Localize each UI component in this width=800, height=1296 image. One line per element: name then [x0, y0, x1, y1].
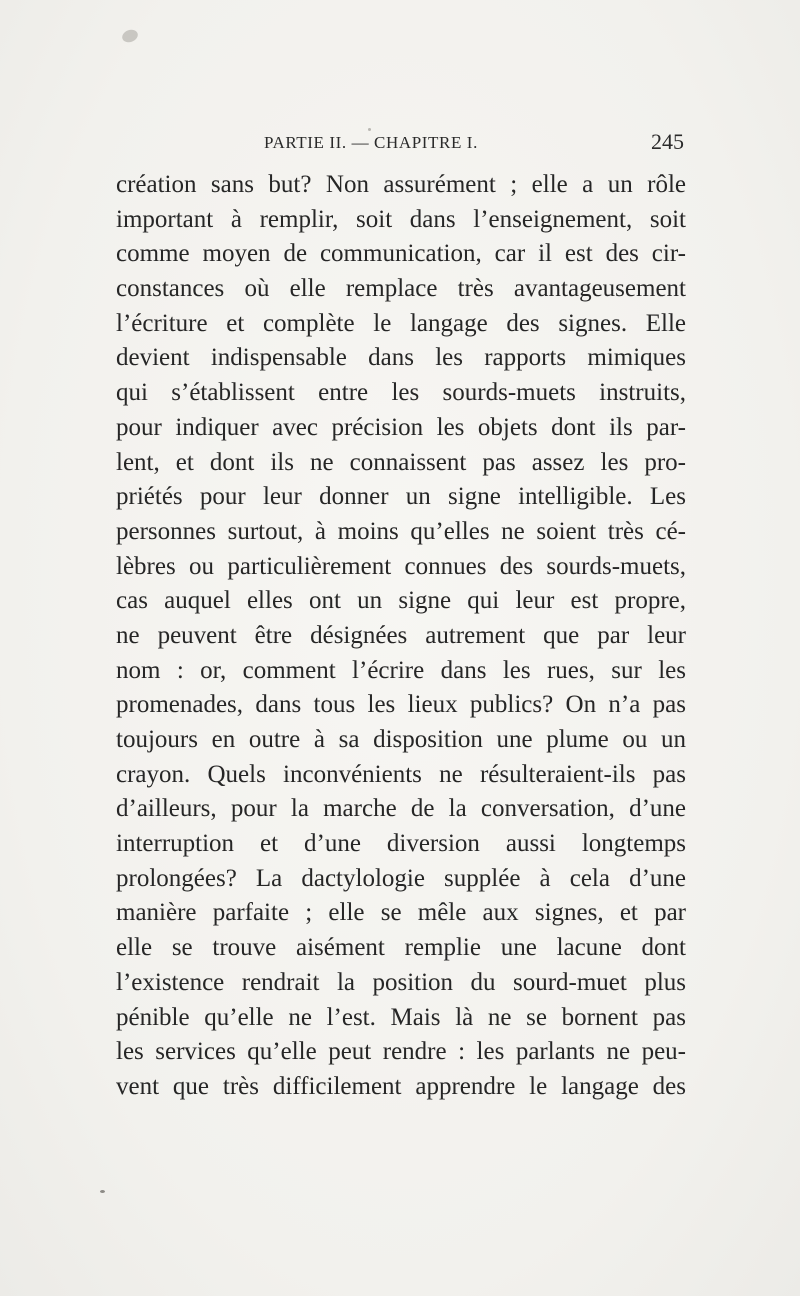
text-line: manière parfaite ; elle se mêle aux signes, et par	[116, 899, 686, 927]
text-line: l’écriture et complète le langage des signes. Elle	[116, 309, 686, 337]
running-title: PARTIE II. — CHAPITRE I.	[264, 133, 478, 152]
text-line: d’ailleurs, pour la marche de la conversation, d’une	[116, 795, 686, 823]
text-line: lèbres ou particulièrement connues des sourds-muets,	[116, 552, 686, 580]
text-line: qui s’établissent entre les sourds-muets instruits,	[116, 379, 686, 407]
text-line: pénible qu’elle ne l’est. Mais là ne se bornent pas	[116, 1003, 686, 1031]
text-line: interruption et d’une diversion aussi longtemps	[116, 830, 686, 858]
text-line: personnes surtout, à moins qu’elles ne soient très cé-	[116, 517, 686, 545]
text-line: important à remplir, soit dans l’enseignement, soit	[116, 205, 686, 233]
text-line: nom : or, comment l’écrire dans les rues, sur les	[116, 656, 686, 684]
text-line: devient indispensable dans les rapports mimiques	[116, 344, 686, 372]
text-line: constances où elle remplace très avantageusement	[116, 275, 686, 303]
text-line: promenades, dans tous les lieux publics? On n’a pas	[116, 691, 686, 719]
paper-speck	[100, 1190, 105, 1193]
text-line: toujours en outre à sa disposition une plume ou un	[116, 726, 686, 753]
text-line: lent, et dont ils ne connaissent pas assez les pro-	[116, 448, 686, 476]
text-line: vent que très difficilement apprendre le langage des	[116, 1072, 686, 1100]
page-number: 245	[651, 129, 684, 154]
text-line: crayon. Quels inconvénients ne résulteraient-ils pas	[116, 760, 686, 788]
text-line: priétés pour leur donner un signe intelligible. Les	[116, 483, 686, 511]
text-line: elle se trouve aisément remplie une lacune dont	[116, 934, 686, 962]
text-line: l’existence rendrait la position du sourd-muet plus	[116, 968, 686, 996]
text-line: les services qu’elle peut rendre : les parlants ne peu-	[116, 1038, 686, 1066]
paper-stain	[120, 28, 139, 45]
text-line: pour indiquer avec précision les objets dont ils par-	[116, 413, 686, 441]
text-line: comme moyen de communication, car il est des cir-	[116, 240, 686, 268]
text-line: cas auquel elles ont un signe qui leur est propre,	[116, 587, 686, 615]
page-header	[116, 129, 686, 163]
body-text	[116, 168, 686, 1105]
text-line: prolongées? La dactylologie supplée à cela d’une	[116, 864, 686, 892]
text-line: ne peuvent être désignées autrement que par leur	[116, 621, 686, 649]
text-line: création sans but? Non assurément ; elle a un rôle	[116, 171, 686, 198]
